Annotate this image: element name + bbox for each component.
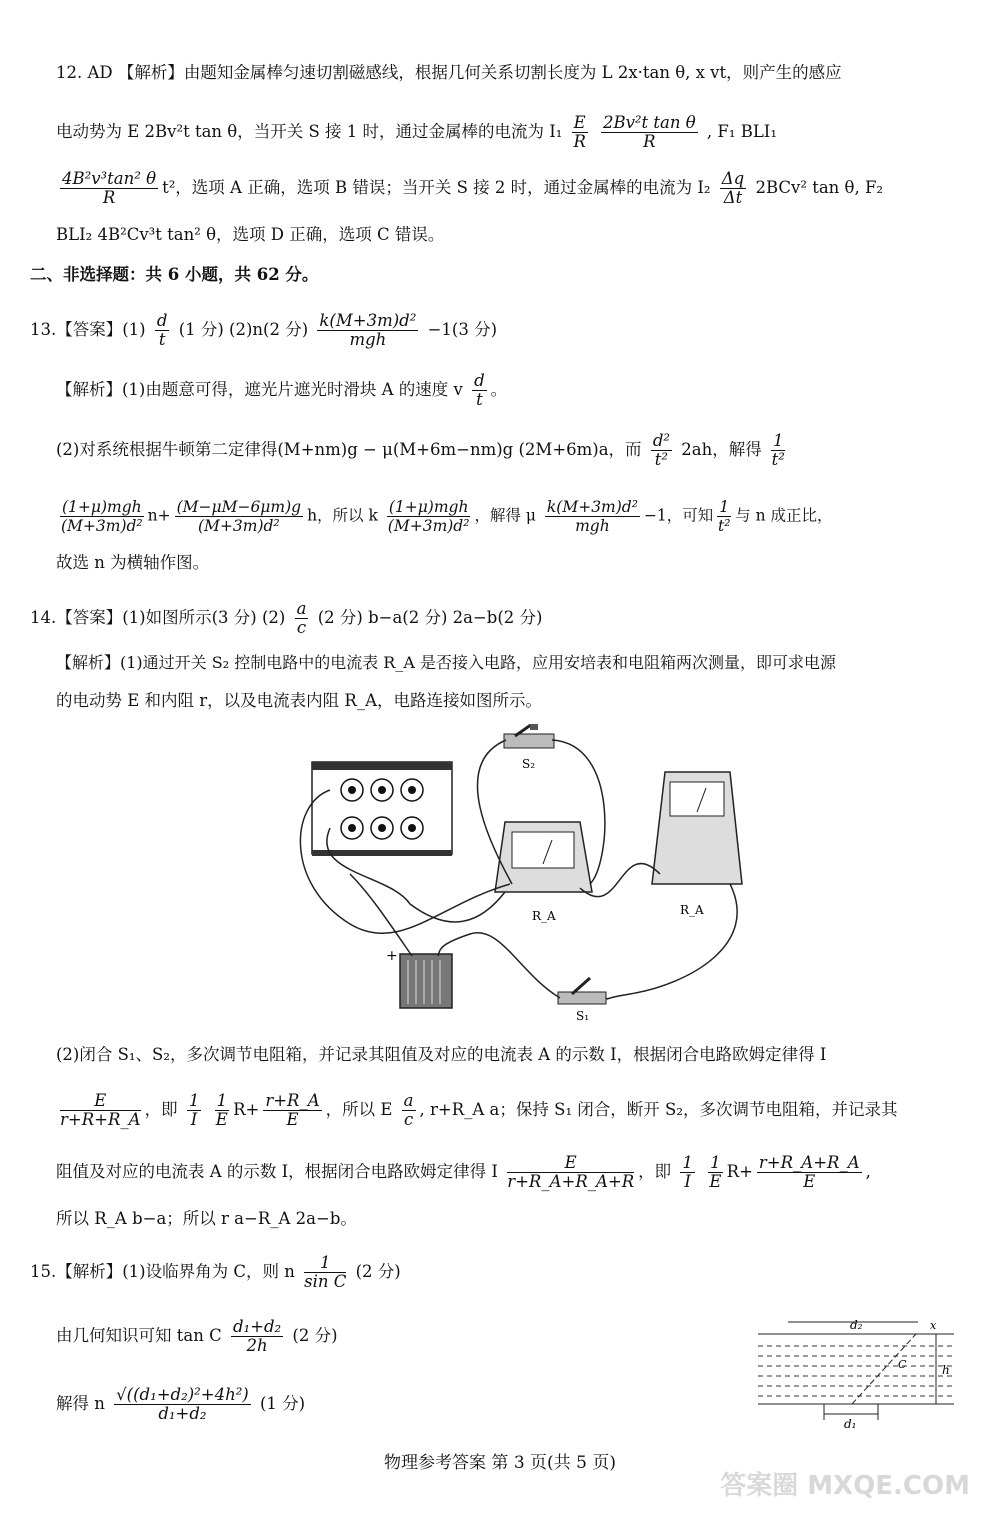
q13-jiexi-4: 故选 n 为横轴作图。 [56, 553, 210, 572]
q14-part2-line4: 所以 R_A b−a；所以 r a−R_A 2a−b。 [56, 1209, 357, 1228]
fraction: $\frac{\text{d₁+d₂}}{2h}$ [232, 1317, 282, 1355]
fraction: $\frac{a}{c}$ [296, 599, 307, 637]
watermark-logo: 答案圈 MXQE.COM [720, 1471, 970, 1501]
label-s1: S₁ [576, 1009, 590, 1023]
label-c: C [898, 1358, 907, 1371]
fraction: $\frac{1}{E}$ [709, 1153, 722, 1191]
fraction: $\frac{\Delta q}{\Delta t}$ [721, 169, 745, 207]
q13-answer: 13.【答案】(1) $\frac{d}{t}$ (1 分) (2)n(2 分) $\frac{\text{k(M+3m)d²}}{\text{mgh}}$ −1(3 分) [30, 311, 498, 349]
fraction: $\frac{\text{√((d₁+d₂)²+4h²)}}{\text{d₁+d₂}}$ [116, 1385, 249, 1423]
label-plus: + [386, 948, 398, 964]
fraction: $\frac{1}{\text{sin C}}$ [304, 1253, 347, 1291]
label-d1: d₁ [844, 1417, 857, 1431]
fraction: $\frac{r+R\_A}{E}$ [265, 1091, 320, 1129]
q13-jiexi-1: 【解析】(1)由题意可得，遮光片遮光时滑块 A 的速度 v $\frac{d}{t}$ 。 [56, 371, 508, 409]
fraction: $\frac{\text{d²}}{\text{t²}}$ [652, 431, 670, 469]
optics-diagram [758, 1316, 968, 1444]
fraction: $\frac{1}{\text{t²}}$ [771, 431, 785, 469]
fraction: $\frac{1}{I}$ [188, 1091, 200, 1129]
q14-jiexi-2: 的电动势 E 和内阻 r，以及电流表内阻 R_A，电路连接如图所示。 [56, 691, 543, 710]
q15-line2: 由几何知识可知 tan C $\frac{\text{d₁+d₂}}{2h}$ (2 分) [56, 1317, 338, 1355]
fraction: $\frac{\text{(1+μ)mgh}}{\text{(M+3m)d²}}$ [60, 498, 143, 535]
fraction: $\frac{d}{t}$ [474, 371, 485, 409]
circuit-diagram [290, 724, 760, 1024]
resistance-box [312, 762, 452, 856]
page-footer: 物理参考答案 第 3 页(共 5 页) [384, 1453, 616, 1473]
label-ra-2: R_A [680, 903, 704, 917]
label-x: x [930, 1319, 937, 1332]
switch-s1 [558, 978, 606, 1023]
fraction: $\frac{\text{2Bv²t tan θ}}{R}$ [602, 113, 696, 151]
battery [386, 948, 452, 1008]
section-heading: 二、非选择题：共 6 小题，共 62 分。 [30, 265, 319, 284]
fraction: $\frac{\text{(1+μ)mgh}}{\text{(M+3m)d²}}$ [387, 498, 470, 535]
ammeter-1 [495, 822, 592, 923]
fraction: $\frac{a}{c}$ [403, 1091, 414, 1129]
label-h: h [942, 1363, 950, 1377]
label-s2: S₂ [522, 757, 536, 771]
fraction: $\frac{\text{4B²v³tan² θ}}{R}$ [62, 169, 157, 207]
fraction: $\frac{E}{R}$ [573, 113, 586, 151]
fraction: $\frac{d}{t}$ [156, 311, 168, 349]
q15-line3: 解得 n $\frac{\text{√((d₁+d₂)²+4h²)}}{\text{d₁+d₂}}$ (1 分) [56, 1385, 306, 1423]
ammeter-2 [652, 772, 742, 917]
fraction: $\frac{1}{I}$ [682, 1153, 693, 1191]
fraction: $\frac{(M-\mu M-6\mu m)g}{\text{(M+3m)d²}}$ [176, 498, 302, 535]
q14-part2-line1: (2)闭合 S₁、S₂，多次调节电阻箱，并记录其阻值及对应的电流表 A 的示数 I，根据闭合电路欧姆定律得 I [56, 1045, 827, 1064]
switch-s2 [504, 724, 554, 771]
fraction: $\frac{1}{E}$ [215, 1091, 228, 1129]
q15-line1: 15.【解析】(1)设临界角为 C，则 n $\frac{1}{\text{sin C}}$ (2 分) [30, 1253, 401, 1291]
q12-line4: BLI₂ 4B²Cv³t tan² θ，选项 D 正确，选项 C 错误。 [56, 225, 445, 244]
fraction: $\frac{\text{k(M+3m)d²}}{\text{mgh}}$ [319, 311, 417, 349]
q13-jiexi-2: (2)对系统根据牛顿第二定律得(M+nm)g − μ(M+6m−nm)g (2M+6m)a，而 $\frac{\text{d²}}{\text{t²}}$ 2ah，解得 $\frac{1}{\text{t²}}$ [56, 431, 785, 469]
q12-line1: 12. AD 【解析】由题知金属棒匀速切割磁感线，根据几何关系切割长度为 L 2x·tan θ, x vt，则产生的感应 [56, 63, 842, 82]
fraction: $\frac{1}{\text{t²}}$ [718, 498, 731, 535]
q14-part2-line3: 阻值及对应的电流表 A 的示数 I，根据闭合电路欧姆定律得 I $\frac{E}{r+R\_A+R\_A+R}$ ，即 $\frac{1}{I}$ $\frac{1}{E}$ R+ $\frac{r+R\_A+R\_A}{E}$ , [56, 1153, 871, 1191]
q12-line3: $\frac{\text{4B²v³tan² θ}}{R}$ t²，选项 A 正确，选项 B 错误；当开关 S 接 2 时，通过金属棒的电流为 I₂ $\frac{\Delta q}{\Delta t}$ 2BCv² tan θ, F₂ [62, 169, 884, 207]
fraction: $\frac{\text{k(M+3m)d²}}{\text{mgh}}$ [546, 498, 638, 535]
q13-jiexi-3: $\frac{\text{(1+μ)mgh}}{\text{(M+3m)d²}}$ n+ $\frac{(M-\mu M-6\mu m)g}{\text{(M+3m)d²}}$ h，所以 k $\frac{\text{(1+μ)mgh}}{\text{(M+3m)d²}}$ ，解得 μ $\frac{\text{k(M+3m)d²}}{\text{mgh}}$ −1，可知 $\frac{1}{\text{t²}}$ 与 n 成正比， [60, 498, 833, 535]
q14-answer: 14.【答案】(1)如图所示(3 分) (2) $\frac{a}{c}$ (2 分) b−a(2 分) 2a−b(2 分) [30, 599, 543, 637]
fraction: $\frac{r+R\_A+R\_A}{E}$ [758, 1153, 860, 1191]
fraction: $\frac{E}{r+R\_A+R\_A+R}$ [507, 1153, 635, 1191]
label-d2: d₂ [850, 1318, 863, 1332]
fraction: $\frac{E}{r+R+R\_A}$ [60, 1091, 141, 1129]
q14-part2-line2: $\frac{E}{r+R+R\_A}$ ，即 $\frac{1}{I}$ $\frac{1}{E}$ R+ $\frac{r+R\_A}{E}$ ，所以 E $\frac{a}{c}$ , r+R_A a；保持 S₁ 闭合，断开 S₂，多次调节电阻箱，并记录其 [60, 1091, 898, 1129]
label-ra-1: R_A [532, 909, 556, 923]
q12-line2: 电动势为 E 2Bv²t tan θ，当开关 S 接 1 时，通过金属棒的电流为 I₁ $\frac{E}{R}$ $\frac{\text{2Bv²t tan θ}}{R}$ , F₁ BLI₁ [56, 113, 777, 151]
q14-jiexi-1: 【解析】(1)通过开关 S₂ 控制电路中的电流表 R_A 是否接入电路，应用安培表和电阻箱两次测量，即可求电源 [56, 653, 836, 672]
